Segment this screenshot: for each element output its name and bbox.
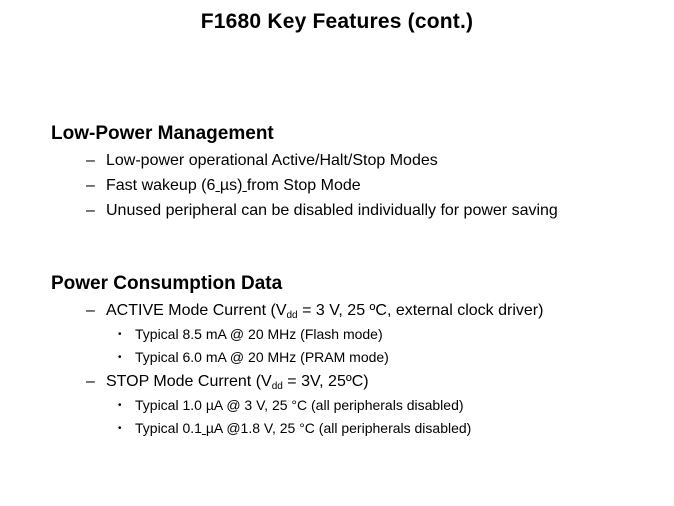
list-item-text-part: ACTIVE Mode Current (V (106, 302, 287, 319)
dot-bullet: • (118, 352, 122, 363)
list-item-text-part: from Stop Mode (246, 177, 361, 194)
subscript: dd (271, 381, 283, 392)
dash-bullet: – (86, 373, 95, 390)
sub-list-item (51, 323, 661, 346)
dot-bullet: • (118, 400, 122, 411)
sub-list-item (51, 394, 661, 417)
list-item (51, 173, 661, 198)
list-item-text-part: = 3 V, 25 ºC, external clock driver) (297, 302, 544, 319)
dash-bullet: – (86, 302, 95, 319)
dash-bullet: – (86, 177, 95, 194)
list-item-text-part: STOP Mode Current (V (106, 373, 272, 390)
list-item (51, 369, 661, 394)
list-item-text-part: µs) (219, 177, 243, 194)
sub-list-item (51, 346, 661, 369)
sub-list-item-text: Typical 6.0 mA @ 20 MHz (PRAM mode) (135, 349, 389, 365)
dash-bullet: – (86, 152, 95, 169)
section-low-power-management (51, 122, 661, 223)
dash-bullet: – (86, 202, 95, 219)
slide-title: F1680 Key Features (cont.) (200, 10, 474, 33)
list-item-text-part: = 3V, 25ºC) (282, 373, 369, 390)
dot-bullet: • (118, 423, 122, 434)
subscript: dd (286, 310, 298, 321)
list-item (51, 148, 661, 173)
sub-list-item-text-part: µA @1.8 V, 25 °C (all peripherals disabled) (205, 420, 472, 436)
section-power-consumption-data (51, 272, 661, 440)
sub-list-item-text: Typical 8.5 mA @ 20 MHz (Flash mode) (135, 326, 383, 342)
list-item (51, 298, 661, 323)
list-item-text-part: Fast wakeup (6 (106, 177, 216, 194)
list-item-text: Low-power operational Active/Halt/Stop Modes (106, 152, 438, 169)
section-heading: Low-Power Management (51, 123, 274, 144)
sub-list-item (51, 417, 661, 440)
list-item-text: Unused peripheral can be disabled individually for power saving (106, 202, 558, 219)
sub-list-item-text: Typical 1.0 µA @ 3 V, 25 °C (all peripherals disabled) (135, 397, 464, 413)
list-item (51, 198, 661, 223)
section-heading: Power Consumption Data (51, 273, 283, 294)
sub-list-item-text-part: Typical 0.1 (135, 420, 202, 436)
dot-bullet: • (118, 329, 122, 340)
